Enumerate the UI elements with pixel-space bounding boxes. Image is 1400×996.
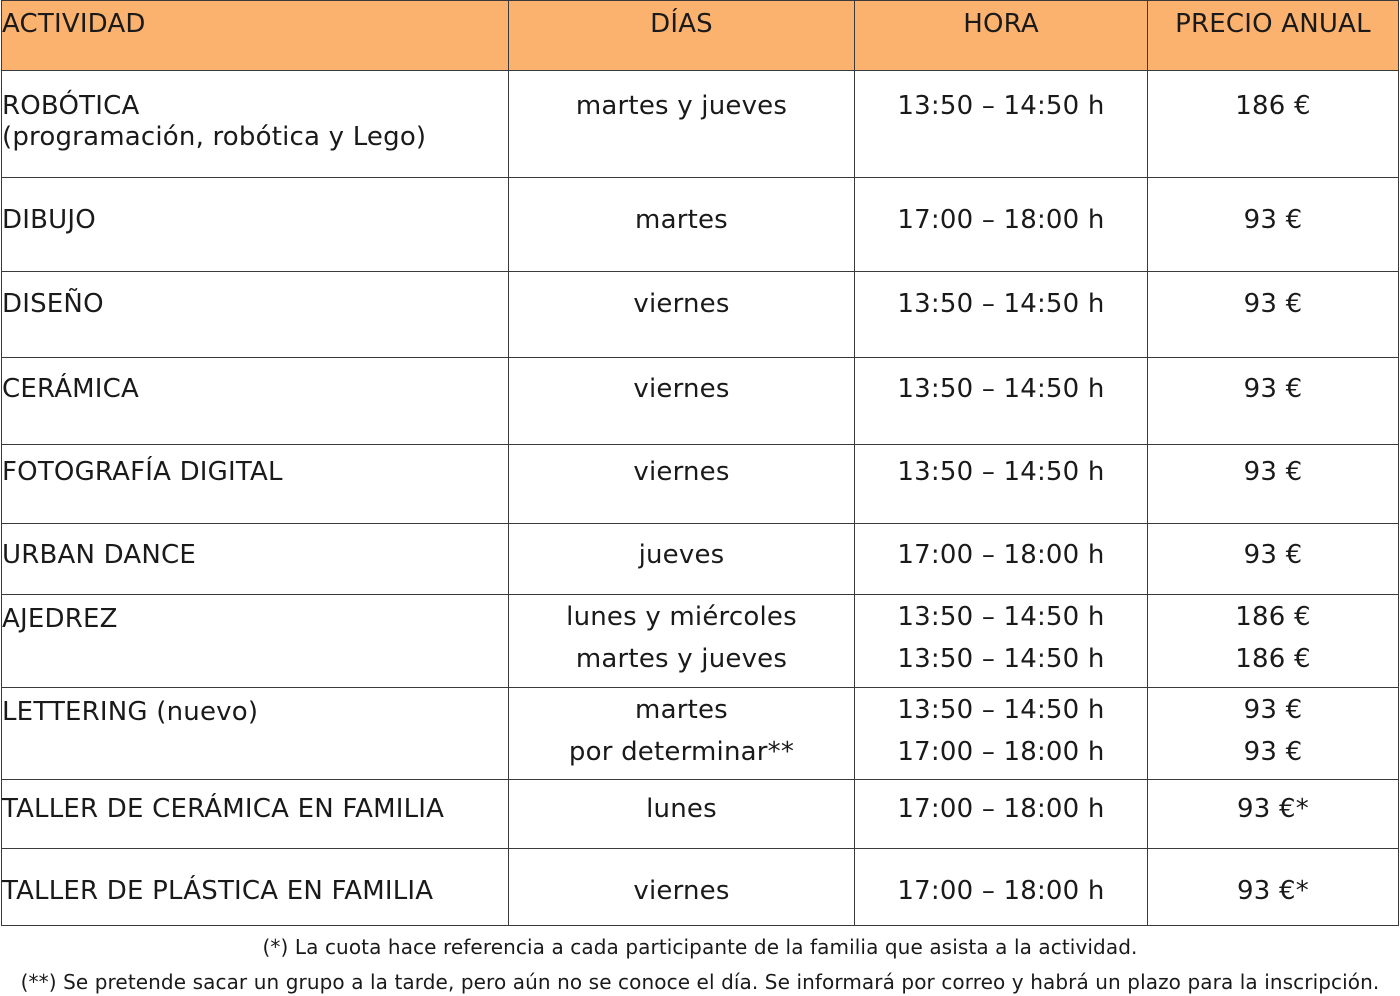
price-cell [1148, 849, 1399, 926]
activity-name: TALLER DE CERÁMICA EN FAMILIA [2, 794, 445, 824]
hour-value: 17:00 – 18:00 h [897, 876, 1105, 906]
days-cell [509, 524, 855, 595]
price-cell [1148, 445, 1399, 524]
price-cell [1148, 272, 1399, 358]
price-value: 186 € [1235, 644, 1311, 674]
hour-value: 13:50 – 14:50 h [897, 289, 1105, 319]
hour-value: 13:50 – 14:50 h [897, 602, 1105, 632]
hour-cell [855, 595, 1148, 688]
price-cell [1148, 595, 1399, 688]
price-cell [1148, 71, 1399, 178]
hour-cell [855, 272, 1148, 358]
hour-cell [855, 524, 1148, 595]
hour-value: 17:00 – 18:00 h [897, 737, 1105, 767]
hour-value: 13:50 – 14:50 h [897, 695, 1105, 725]
hour-cell [855, 178, 1148, 272]
hour-value: 13:50 – 14:50 h [897, 374, 1105, 404]
hour-cell [855, 445, 1148, 524]
price-value: 93 € [1243, 205, 1303, 235]
activity-cell [2, 688, 509, 780]
hour-cell [855, 780, 1148, 849]
header-hour: HORA [855, 1, 1148, 71]
activity-name: AJEDREZ [2, 604, 118, 634]
activity-cell [2, 445, 509, 524]
price-cell [1148, 688, 1399, 780]
table-row [2, 780, 1399, 849]
days-value: lunes [646, 794, 717, 824]
price-value: 93 €* [1237, 876, 1309, 906]
activity-cell [2, 849, 509, 926]
table-row [2, 524, 1399, 595]
activity-cell [2, 71, 509, 178]
days-cell [509, 445, 855, 524]
hour-cell [855, 71, 1148, 178]
price-value: 93 € [1243, 374, 1303, 404]
activity-name: DISEÑO [2, 289, 104, 319]
price-cell [1148, 780, 1399, 849]
price-cell [1148, 524, 1399, 595]
days-value: viernes [633, 289, 730, 319]
activity-name: TALLER DE PLÁSTICA EN FAMILIA [2, 876, 434, 906]
activity-cell [2, 780, 509, 849]
table-row [2, 358, 1399, 445]
hour-cell [855, 849, 1148, 926]
days-value: lunes y miércoles [566, 602, 797, 632]
table-header-row [2, 1, 1399, 71]
activity-cell [2, 358, 509, 445]
header-price: PRECIO ANUAL [1148, 1, 1399, 71]
days-value: por determinar** [568, 737, 795, 767]
price-cell [1148, 178, 1399, 272]
days-value: jueves [638, 540, 725, 570]
footnote-afternoon-group: (**) Se pretende sacar un grupo a la tarde, pero aún no se conoce el día. Se informará por correo y habrá un plazo para la inscripción. [20, 970, 1380, 994]
hour-value: 17:00 – 18:00 h [897, 205, 1105, 235]
days-value: martes [635, 695, 728, 725]
table-row [2, 272, 1399, 358]
price-value: 93 € [1243, 737, 1303, 767]
days-value: martes y jueves [575, 91, 788, 121]
activity-name: ROBÓTICA [2, 91, 140, 121]
price-value: 93 € [1243, 289, 1303, 319]
hour-cell [855, 358, 1148, 445]
header-activity: ACTIVIDAD [2, 1, 509, 71]
days-value: viernes [633, 374, 730, 404]
header-days: DÍAS [509, 1, 855, 71]
hour-value: 17:00 – 18:00 h [897, 540, 1105, 570]
price-cell [1148, 358, 1399, 445]
price-value: 186 € [1235, 602, 1311, 632]
days-cell [509, 358, 855, 445]
days-cell [509, 849, 855, 926]
days-cell [509, 71, 855, 178]
price-value: 186 € [1235, 91, 1311, 121]
activity-name: FOTOGRAFÍA DIGITAL [2, 457, 283, 487]
activity-name: CERÁMICA [2, 374, 140, 404]
hour-value: 13:50 – 14:50 h [897, 457, 1105, 487]
activity-name: DIBUJO [2, 205, 96, 235]
footnote-fee: (*) La cuota hace referencia a cada participante de la familia que asista a la actividad. [262, 935, 1138, 959]
activity-cell [2, 595, 509, 688]
hour-value: 17:00 – 18:00 h [897, 794, 1105, 824]
days-cell [509, 688, 855, 780]
days-cell [509, 595, 855, 688]
days-cell [509, 780, 855, 849]
activities-table [1, 0, 1399, 926]
table-row [2, 178, 1399, 272]
price-value: 93 € [1243, 695, 1303, 725]
days-cell [509, 178, 855, 272]
price-value: 93 € [1243, 540, 1303, 570]
activity-detail: (programación, robótica y Lego) [2, 122, 427, 152]
days-value: martes [635, 205, 728, 235]
days-value: viernes [633, 876, 730, 906]
table-row [2, 595, 1399, 688]
hour-value: 13:50 – 14:50 h [897, 644, 1105, 674]
activity-cell [2, 524, 509, 595]
table-row [2, 71, 1399, 178]
activity-name: LETTERING (nuevo) [2, 697, 259, 727]
days-value: viernes [633, 457, 730, 487]
table-row [2, 688, 1399, 780]
activity-cell [2, 178, 509, 272]
hour-value: 13:50 – 14:50 h [897, 91, 1105, 121]
activity-cell [2, 272, 509, 358]
price-value: 93 €* [1237, 794, 1309, 824]
hour-cell [855, 688, 1148, 780]
days-value: martes y jueves [575, 644, 788, 674]
table-row [2, 849, 1399, 926]
activity-name: URBAN DANCE [2, 540, 197, 570]
days-cell [509, 272, 855, 358]
table-row [2, 445, 1399, 524]
price-value: 93 € [1243, 457, 1303, 487]
